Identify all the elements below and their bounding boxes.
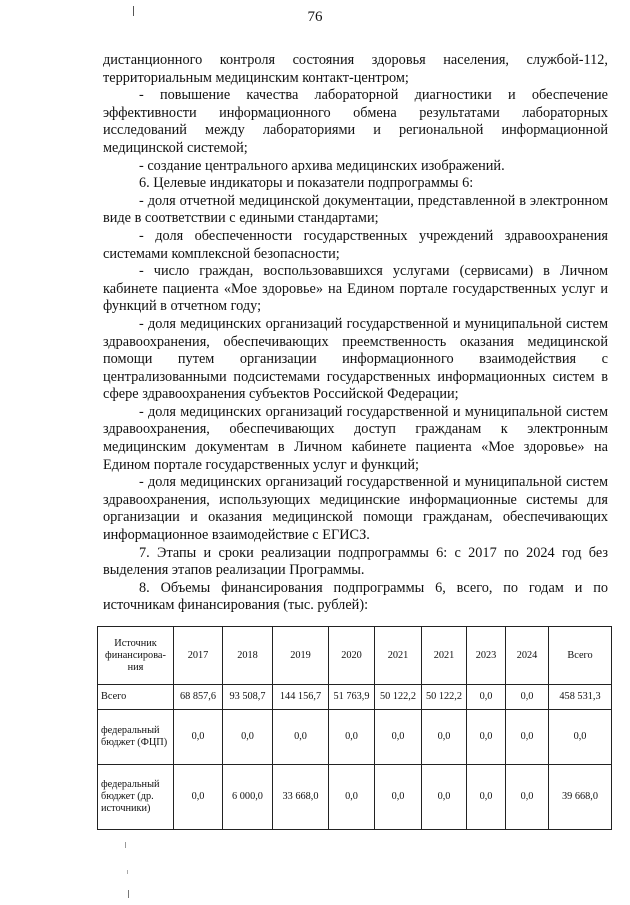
year-header: 2017 (174, 627, 223, 685)
table-cell: 0,0 (467, 685, 506, 710)
scan-artifact (133, 6, 134, 16)
row-total: 39 668,0 (549, 765, 612, 830)
table-cell: 33 668,0 (273, 765, 329, 830)
table-cell: 0,0 (174, 710, 223, 765)
table-cell: 0,0 (467, 710, 506, 765)
table-cell: 0,0 (329, 765, 375, 830)
table-cell: 50 122,2 (422, 685, 467, 710)
table-cell: 0,0 (506, 765, 549, 830)
table-cell: 0,0 (422, 765, 467, 830)
table-cell: 0,0 (174, 765, 223, 830)
table-header-row (98, 627, 612, 685)
year-header: 2020 (329, 627, 375, 685)
table-row (98, 765, 612, 830)
year-header: 2024 (506, 627, 549, 685)
table-cell: 0,0 (273, 710, 329, 765)
section-heading: 6. Целевые индикаторы и показатели подпрограммы 6: (139, 175, 474, 192)
total-header: Всего (549, 627, 612, 685)
table-cell: 0,0 (223, 710, 273, 765)
paragraph: - число граждан, воспользовавшихся услугами (сервисами) в Личном кабинете пациента «Мое здоровье» на Едином портале государственных услуг и функций в отчетном году; (103, 263, 608, 315)
row-source: Всего (98, 685, 174, 710)
table-cell: 0,0 (467, 765, 506, 830)
table-cell: 68 857,6 (174, 685, 223, 710)
table-cell: 0,0 (506, 710, 549, 765)
table-cell: 51 763,9 (329, 685, 375, 710)
scan-artifact (125, 842, 126, 848)
row-source: федеральный бюджет (др. источники) (98, 765, 174, 830)
row-total: 458 531,3 (549, 685, 612, 710)
table-cell: 0,0 (375, 765, 422, 830)
paragraph: - повышение качества лабораторной диагностики и обеспечение эффективности информационного обмена результатами лабораторных исследований между лабораториями и региональной информационной медицинской системой; (103, 87, 608, 156)
year-header: 2023 (467, 627, 506, 685)
year-header: 2019 (273, 627, 329, 685)
page-number: 76 (307, 9, 323, 25)
row-total: 0,0 (549, 710, 612, 765)
scan-artifact (127, 870, 128, 874)
row-source: федеральный бюджет (ФЦП) (98, 710, 174, 765)
paragraph: - доля медицинских организаций государственной и муниципальной систем здравоохранения, использующих медицинские информационные системы для организации и оказания медицинской помощи гражданам, обеспечивающих информационное взаимодействие с ЕГИСЗ. (103, 474, 608, 544)
table-cell: 0,0 (422, 710, 467, 765)
table-cell: 0,0 (329, 710, 375, 765)
table-cell: 144 156,7 (273, 685, 329, 710)
table-row (98, 710, 612, 765)
source-column-header: Источник финансирова-ния (98, 627, 174, 685)
paragraph: - доля отчетной медицинской документации, представленной в электронном виде в соответствии с едиными стандартами; (103, 192, 608, 227)
paragraph: - доля медицинских организаций государственной и муниципальной систем здравоохранения, обеспечивающих преемственность оказания медицинской помощи путем организации информационного взаимодействия с централизованными подсистемами государственных информационных систем в сфере здравоохранения субъектов Российской Федерации; (103, 315, 608, 403)
paragraph: дистанционного контроля состояния здоровья населения, службой-112, территориальным медицинским контакт-центром; (103, 52, 608, 86)
year-header: 2021 (375, 627, 422, 685)
table-cell: 6 000,0 (223, 765, 273, 830)
table-row (98, 685, 612, 710)
table-cell: 93 508,7 (223, 685, 273, 710)
paragraph: - создание центрального архива медицинских изображений. (139, 157, 505, 174)
table-cell: 50 122,2 (375, 685, 422, 710)
year-header: 2018 (223, 627, 273, 685)
body-text (103, 52, 608, 615)
section-heading: 7. Этапы и сроки реализации подпрограммы 6: с 2017 по 2024 год без выделения этапов реализации Программы. (103, 544, 608, 579)
funding-table (97, 626, 612, 830)
year-header: 2021 (422, 627, 467, 685)
table-cell: 0,0 (375, 710, 422, 765)
scan-artifact (128, 890, 129, 898)
paragraph: - доля обеспеченности государственных учреждений здравоохранения системами комплексной безопасности; (103, 227, 608, 262)
paragraph: - доля медицинских организаций государственной и муниципальной систем здравоохранения, обеспечивающих доступ гражданам к электронным медицинским документам в Личном кабинете пациента «Мое здоровье» на Едином портале государственных услуг и функций; (103, 403, 608, 473)
table-cell: 0,0 (506, 685, 549, 710)
section-heading: 8. Объемы финансирования подпрограммы 6, всего, по годам и по источникам финансирования (тыс. рублей): (103, 579, 608, 614)
